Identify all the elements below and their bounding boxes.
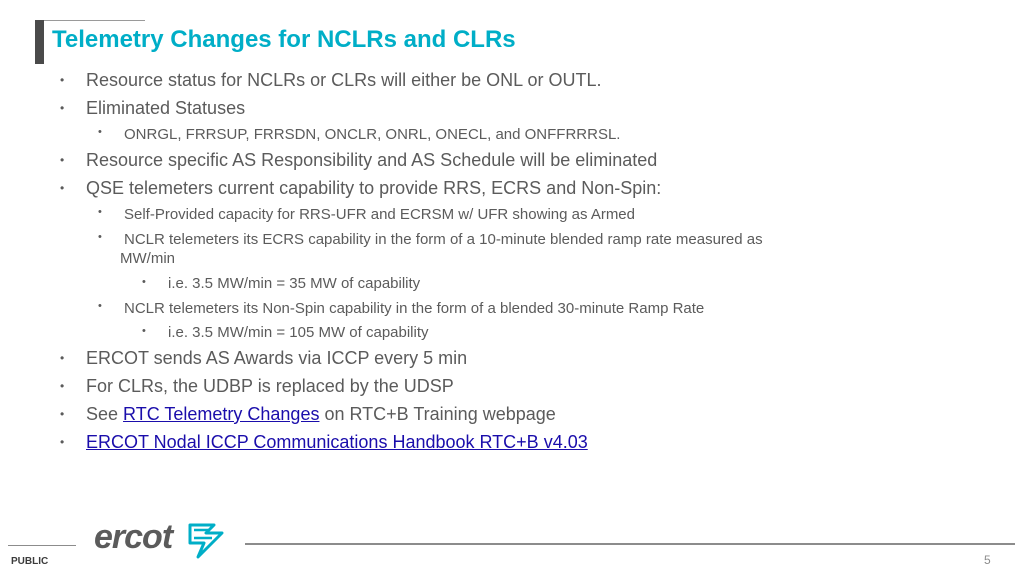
bullet-dot: • [60,101,65,115]
bullet-text: NCLR telemeters its Non-Spin capability in the form of a blended 30-minute Ramp Rate [124,300,705,317]
bullet-text: Eliminated Statuses [86,98,246,118]
bullet-dot: • [98,206,102,218]
bullet-dot: • [60,435,65,449]
bullet-text: Resource specific AS Responsibility and AS Schedule will be eliminated [86,150,658,170]
bullet-dot: • [60,153,65,167]
bullet-text-container [86,404,556,425]
classification-label: PUBLIC [11,556,49,567]
bullet-text: ERCOT sends AS Awards via ICCP every 5 min [86,348,468,368]
slide-title: Telemetry Changes for NCLRs and CLRs [52,26,516,53]
bullet-dot: • [98,231,102,243]
footer-rule-left [8,545,76,546]
bullet-dot: • [60,73,65,87]
bullet-dot: • [142,276,146,288]
bullet-text: Resource status for NCLRs or CLRs will either be ONL or OUTL. [86,70,602,90]
bullet-text: i.e. 3.5 MW/min = 105 MW of capability [168,324,429,341]
bullet-dot: • [60,351,65,365]
footer-rule-right [245,543,1015,545]
bullet-dot: • [142,325,146,337]
bullet-text: NCLR telemeters its ECRS capability in the form of a 10-minute blended ramp rate measured as [124,231,763,248]
bullet-text-prefix: See [86,404,124,424]
bullet-dot: • [60,181,65,195]
bullet-text: QSE telemeters current capability to provide RRS, ECRS and Non-Spin: [86,178,662,198]
rtc-telemetry-changes-link[interactable]: RTC Telemetry Changes [123,404,320,424]
bullet-dot: • [98,126,102,138]
bullet-dot: • [60,379,65,393]
title-accent-bar [35,20,44,64]
bullet-text-suffix: on RTC+B Training webpage [319,404,556,424]
bullet-text: i.e. 3.5 MW/min = 35 MW of capability [168,275,421,292]
ercot-logo-text: ercot [94,518,173,556]
bullet-text-continued: MW/min [120,250,175,267]
bullet-text: ONRGL, FRRSUP, FRRSDN, ONCLR, ONRL, ONECL, and ONFFRRRSL. [124,126,621,143]
bullet-text: Self-Provided capacity for RRS-UFR and ECRSM w/ UFR showing as Armed [124,206,635,223]
ercot-logo-mark-icon [186,522,226,560]
bullet-dot: • [98,300,102,312]
bullet-text: For CLRs, the UDBP is replaced by the UDSP [86,376,454,396]
bullet-text-container [86,432,588,453]
page-number: 5 [984,553,991,567]
title-top-rule [44,20,145,21]
iccp-handbook-link[interactable]: ERCOT Nodal ICCP Communications Handbook RTC+B v4.03 [86,432,588,452]
bullet-dot: • [60,407,65,421]
